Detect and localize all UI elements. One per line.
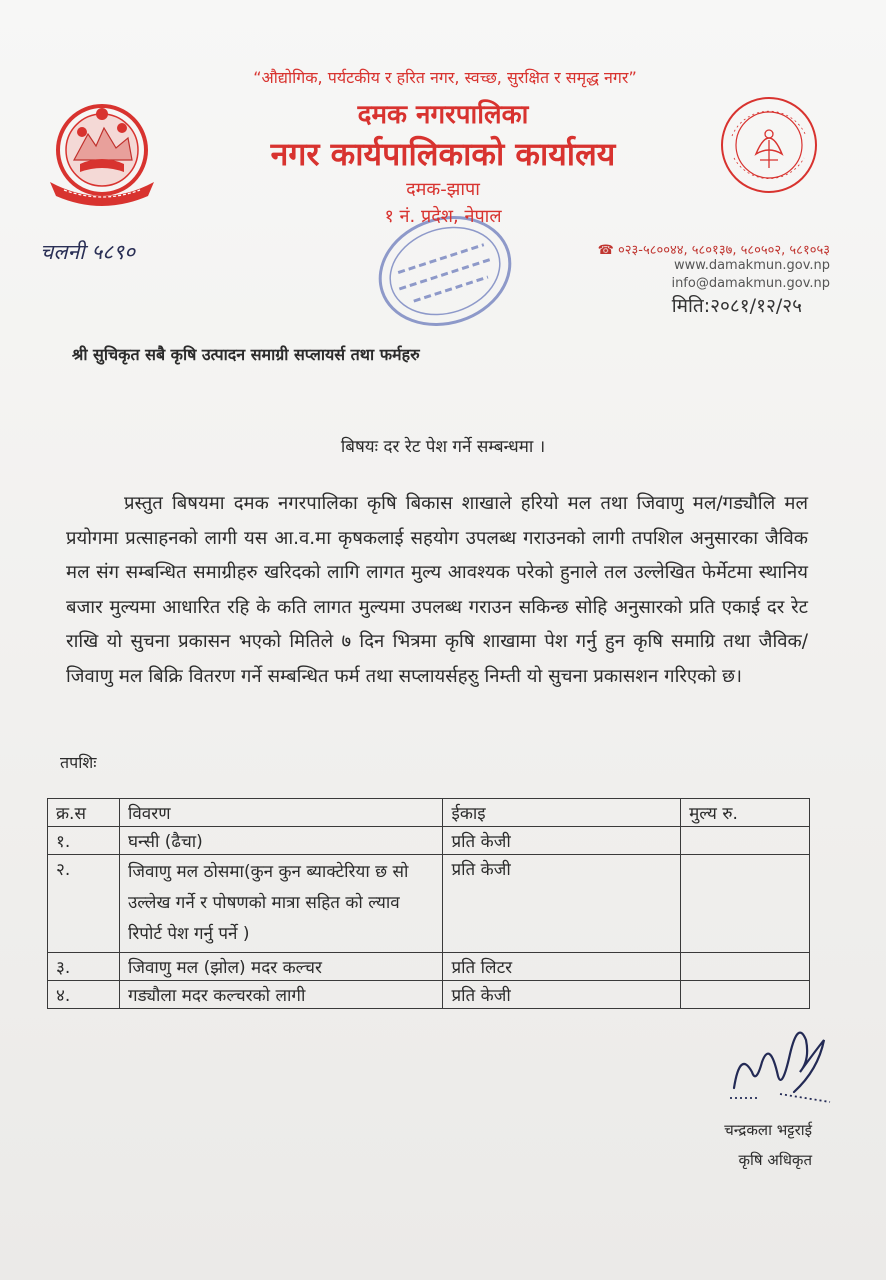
cell-serial: १.	[48, 827, 120, 855]
tagline: “औद्योगिक, पर्यटकीय र हरित नगर, स्वच्छ, सुरक्षित र समृद्ध नगर”	[253, 68, 637, 87]
office-name: नगर कार्यपालिकाको कार्यालय	[270, 135, 616, 173]
cell-serial: २.	[48, 855, 120, 953]
subject-line: बिषयः दर रेट पेश गर्ने सम्बन्धमा ।	[340, 437, 546, 457]
office-city: दमक-झापा	[406, 179, 480, 200]
signatory-name: चन्द्रकला भट्टराई	[724, 1121, 812, 1139]
cell-price	[681, 981, 810, 1009]
cell-unit: प्रति लिटर	[443, 953, 681, 981]
cell-description: घन्सी (ढैचा)	[119, 827, 443, 855]
cell-unit: प्रति केजी	[443, 981, 681, 1009]
letter-date: मिति:२०८१/१२/२५	[671, 295, 802, 317]
header-unit: ईकाइ	[443, 799, 681, 827]
rate-table	[47, 798, 810, 1009]
municipality-name: दमक नगरपालिका	[357, 100, 529, 130]
letter-body: प्रस्तुत बिषयमा दमक नगरपालिका कृषि बिकास शाखाले हरियो मल तथा जिवाणु मल/गड्यौलि मल प्रयोगमा प्रत्साहनको लागी यस आ.व.मा कृषकलाई सहयोग उपलब्ध गराउनको लागी तपशिल अनुसारका जैविक मल संग सम्बन्धित समाग्रीहरु खरिदको लागि लागत मुल्य आवश्यक परेको हुनाले तल उल्लेखित फेर्मेटमा स्थानिय बजार मुल्यमा आधारित रहि के कति लागत मुल्यमा उपलब्ध गराउन सकिन्छ सोहि अनुसारको प्रति एकाई दर रेट राखि यो सुचना प्रकासन भएको मितिले ७ दिन भित्रमा कृषि शाखामा पेश गर्नु हुन कृषि समाग्रि तथा जैविक/जिवाणु मल बिक्रि वितरण गर्ने सम्बन्धित फर्म तथा सप्लायर्सहरुु निम्ती यो सुचना प्रकासशन गरिएको छ।	[66, 493, 808, 687]
reference-number: चलनी ५८९०	[40, 240, 136, 264]
cell-price	[681, 827, 810, 855]
signatory-title: कृषि अधिकृत	[738, 1151, 812, 1169]
cell-serial: ३.	[48, 953, 120, 981]
table-row	[48, 827, 810, 855]
header-price: मुल्य रु.	[681, 799, 810, 827]
header-serial: क्र.स	[48, 799, 120, 827]
contact-email: info@damakmun.gov.np	[671, 276, 830, 291]
cell-unit: प्रति केजी	[443, 855, 681, 953]
cell-serial: ४.	[48, 981, 120, 1009]
table-row	[48, 855, 810, 953]
table-intro: तपशिः	[60, 753, 97, 772]
addressee: श्री सुचिकृत सबै कृषि उत्पादन समाग्री सप्लायर्स तथा फर्महरु	[72, 345, 420, 364]
handwritten-signature	[720, 1010, 840, 1114]
header-description: विवरण	[119, 799, 443, 827]
cell-price	[681, 855, 810, 953]
table-header-row	[48, 799, 810, 827]
cell-description: जिवाणु मल (झोल) मदर कल्चर	[119, 953, 443, 981]
table-row	[48, 953, 810, 981]
contact-website: www.damakmun.gov.np	[674, 258, 830, 273]
cell-description: जिवाणु मल ठोसमा(कुन कुन ब्याक्टेरिया छ सो उल्लेख गर्ने र पोषणको मात्रा सहित को ल्याव रिपोर्ट पेश गर्नु पर्ने )	[119, 855, 443, 953]
cell-price	[681, 953, 810, 981]
cell-description: गड्यौला मदर कल्चरको लागी	[119, 981, 443, 1009]
table-row	[48, 981, 810, 1009]
cell-unit: प्रति केजी	[443, 827, 681, 855]
office-province: १ नं. प्रदेश, नेपाल	[384, 206, 502, 227]
contact-phone: ☎ ०२३-५८००४४, ५८०१३७, ५८०५०२, ५८१०५३	[597, 243, 830, 258]
